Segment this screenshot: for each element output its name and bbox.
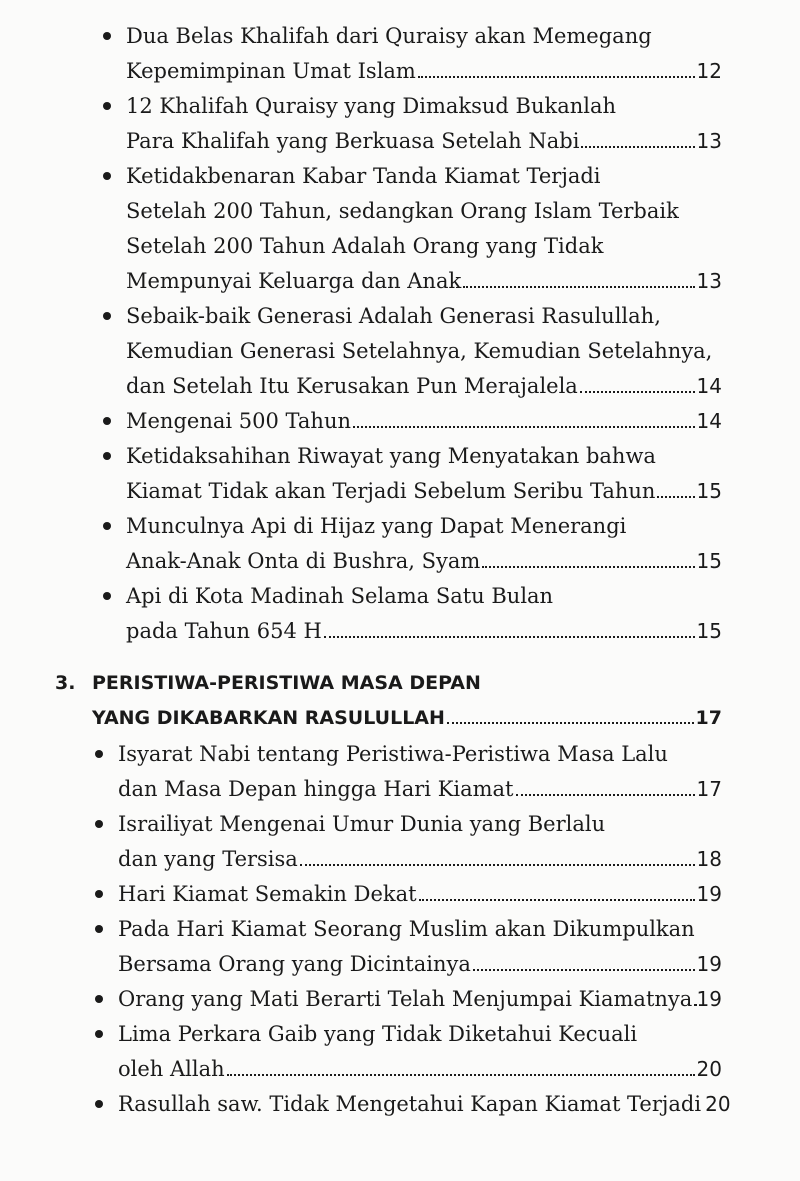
toc-entry-title-line: Anak-Anak Onta di Bushra, Syam — [126, 549, 481, 573]
dot-leader — [300, 864, 695, 866]
toc-entry-title-line: Dua Belas Khalifah dari Quraisy akan Memegang — [126, 24, 652, 48]
toc-entry-title-line: dan Setelah Itu Kerusakan Pun Merajalela — [126, 374, 578, 398]
bullet-icon — [103, 452, 111, 460]
bullet-icon — [103, 522, 111, 530]
page-number: 14 — [696, 374, 722, 398]
dot-leader — [463, 286, 694, 288]
dot-leader — [418, 76, 695, 78]
bullet-icon — [95, 890, 103, 898]
toc-entry-last-line — [118, 1055, 722, 1083]
toc-entry-title-line: 12 Khalifah Quraisy yang Dimaksud Bukanlah — [126, 94, 617, 118]
toc-entry-last-line — [118, 1090, 731, 1118]
page-number: 20 — [705, 1092, 731, 1116]
toc-entry-title-line: Munculnya Api di Hijaz yang Dapat Menerangi — [126, 514, 627, 538]
page-number: 18 — [696, 847, 722, 871]
section-title-last-line — [92, 704, 722, 732]
toc-entry-title-line: Kiamat Tidak akan Terjadi Sebelum Seribu Tahun — [126, 479, 656, 503]
toc-entry-title-line: Ketidaksahihan Riwayat yang Menyatakan bahwa — [126, 444, 656, 468]
dot-leader — [419, 899, 695, 901]
dot-leader — [473, 969, 695, 971]
toc-entry-last-line — [126, 127, 722, 155]
bullet-icon — [95, 1030, 103, 1038]
bullet-icon — [95, 750, 103, 758]
bullet-icon — [95, 995, 103, 1003]
toc-entry-title-line: pada Tahun 654 H — [126, 619, 322, 643]
page-number: 19 — [696, 987, 722, 1011]
toc-entry-last-line — [118, 985, 722, 1013]
bullet-icon — [95, 925, 103, 933]
toc-entry-last-line — [118, 880, 722, 908]
toc-entry-last-line — [126, 267, 722, 295]
bullet-icon — [103, 312, 111, 320]
page-number: 20 — [696, 1057, 722, 1081]
toc-entry-title-line: Kemudian Generasi Setelahnya, Kemudian Setelahnya, — [126, 339, 713, 363]
page-number: 19 — [696, 952, 722, 976]
page-number: 19 — [696, 882, 722, 906]
toc-entry-last-line — [118, 775, 722, 803]
page-number: 13 — [696, 269, 722, 293]
toc-entry-title-line: Bersama Orang yang Dicintainya — [118, 952, 471, 976]
page-number: 15 — [696, 479, 722, 503]
bullet-icon — [103, 592, 111, 600]
dot-leader — [353, 426, 695, 428]
bullet-icon — [95, 1100, 103, 1108]
page-number: 17 — [696, 777, 722, 801]
dot-leader — [657, 496, 694, 498]
toc-entry-title-line: dan yang Tersisa — [118, 847, 298, 871]
toc-entry-title-line: Orang yang Mati Berarti Telah Menjumpai Kiamatnya — [118, 987, 693, 1011]
toc-entry-last-line — [126, 407, 722, 435]
toc-entry-last-line — [118, 950, 722, 978]
toc-entry-title-line: Mempunyai Keluarga dan Anak — [126, 269, 462, 293]
toc-entry-last-line — [126, 547, 722, 575]
section-title-line: YANG DIKABARKAN RASULULLAH — [92, 707, 445, 729]
toc-entry-title-line: Para Khalifah yang Berkuasa Setelah Nabi — [126, 129, 580, 153]
toc-entry-title-line: Israiliyat Mengenai Umur Dunia yang Berlalu — [118, 812, 606, 836]
bullet-icon — [95, 820, 103, 828]
dot-leader — [324, 636, 695, 638]
bullet-icon — [103, 417, 111, 425]
toc-entry-last-line — [126, 477, 722, 505]
dot-leader — [580, 391, 695, 393]
dot-leader — [581, 146, 694, 148]
toc-entry-last-line — [126, 617, 722, 645]
toc-entry-title-line: Hari Kiamat Semakin Dekat — [118, 882, 417, 906]
toc-entry-title-line: Rasullah saw. Tidak Mengetahui Kapan Kiamat Terjadi — [118, 1092, 702, 1116]
section-number: 3. — [55, 672, 76, 694]
bullet-icon — [103, 172, 111, 180]
toc-entry-title-line: Api di Kota Madinah Selama Satu Bulan — [126, 584, 554, 608]
toc-entry-title-line: Kepemimpinan Umat Islam — [126, 59, 416, 83]
page-number: 15 — [696, 549, 722, 573]
toc-entry-last-line — [126, 372, 722, 400]
toc-entry-title-line: Setelah 200 Tahun, sedangkan Orang Islam Terbaik — [126, 199, 679, 223]
toc-entry-last-line — [126, 57, 722, 85]
toc-entry-title-line: dan Masa Depan hingga Hari Kiamat — [118, 777, 514, 801]
page-number: 14 — [696, 409, 722, 433]
toc-entry-title-line: Ketidakbenaran Kabar Tanda Kiamat Terjadi — [126, 164, 601, 188]
toc-entry-title-line: Isyarat Nabi tentang Peristiwa-Peristiwa Masa Lalu — [118, 742, 668, 766]
dot-leader — [227, 1074, 695, 1076]
page-number: 15 — [696, 619, 722, 643]
toc-entry-last-line — [118, 845, 722, 873]
dot-leader — [482, 566, 694, 568]
section-title-line: PERISTIWA-PERISTIWA MASA DEPAN — [92, 672, 481, 694]
toc-entry-title-line: Mengenai 500 Tahun — [126, 409, 351, 433]
toc-entry-title-line: Pada Hari Kiamat Seorang Muslim akan Dikumpulkan — [118, 917, 695, 941]
toc-entry-title-line: Sebaik-baik Generasi Adalah Generasi Rasulullah, — [126, 304, 661, 328]
page-number: 13 — [696, 129, 722, 153]
bullet-icon — [103, 102, 111, 110]
toc-entry-title-line: Lima Perkara Gaib yang Tidak Diketahui Kecuali — [118, 1022, 638, 1046]
page-number: 17 — [695, 707, 722, 729]
bullet-icon — [103, 32, 111, 40]
toc-entry-title-line: oleh Allah — [118, 1057, 225, 1081]
dot-leader — [447, 722, 694, 724]
toc-entry-title-line: Setelah 200 Tahun Adalah Orang yang Tidak — [126, 234, 604, 258]
page-number: 12 — [696, 59, 722, 83]
dot-leader — [516, 794, 695, 796]
